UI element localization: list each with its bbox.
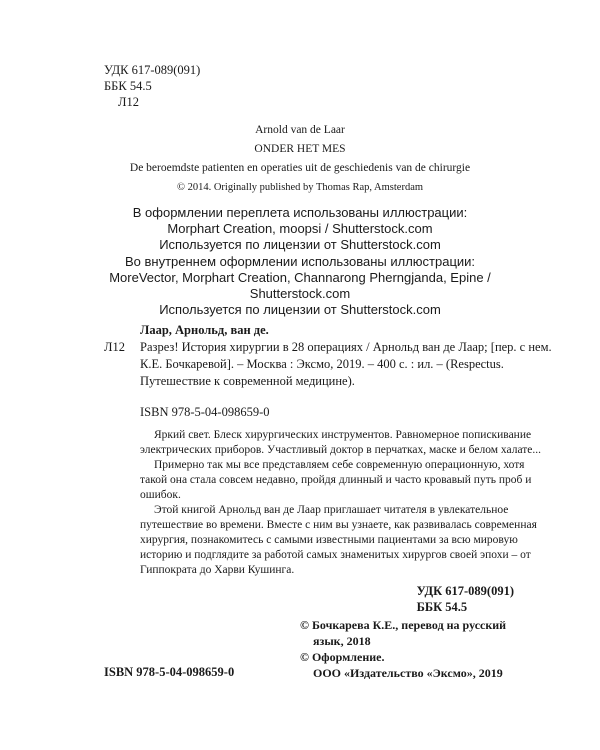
original-edition-block (0, 122, 600, 198)
annotation-paragraph-3: Этой книгой Арнольд ван де Лаар приглашает читателя в увлекательное путешествие во времени. Вместе с ним вы узнаете, как развивалась современная хирургия, познакомитесь с самыми известными пациентами за всю мировую историю и подглядите за работой самых знаменитых хирургов своей эпохи – от Гиппократа до Харви Кушинга. (140, 504, 537, 576)
bbk-code: ББК 54.5 (104, 79, 152, 93)
bib-description: Разрез! История хирургии в 28 операциях / Арнольд ван де Лаар; [пер. с нем. К.Е. Бочкаревой]. – Москва : Эксмо, 2019. – 400 с. : ил. – (Respectus. Путешествие к современной медицине). (140, 340, 552, 388)
copyright-block (300, 617, 506, 681)
udk-code: УДК 617-089(091) (104, 63, 201, 77)
author-mark: Л12 (118, 95, 139, 109)
copyright-line-1: © Бочкарева К.Е., перевод на русский (300, 618, 507, 632)
cover-credit-line-3: Используется по лицензии от Shutterstock.com (159, 237, 441, 252)
bib-code: Л12 (104, 340, 125, 354)
inner-illustration-credits (0, 254, 600, 318)
annotation (140, 428, 550, 578)
inner-credit-line-4: Используется по лицензии от Shutterstock.com (159, 302, 441, 317)
bbk-code-bottom: ББК 54.5 (416, 600, 468, 614)
original-subtitle: De beroemdste patienten en operaties uit de geschiedenis van de chirurgie (129, 162, 471, 174)
classification-block-top (104, 62, 200, 110)
inner-credit-line-1: Во внутреннем оформлении использованы иллюстрации: (124, 254, 476, 269)
annotation-paragraph-1: Яркий свет. Блеск хирургических инструментов. Равномерное попискивание электрических приборов. Участливый доктор в перчатках, маске и белом халате... (140, 429, 542, 456)
original-title: ONDER HET MES (254, 143, 346, 155)
copyright-line-3: © Оформление. (300, 650, 385, 664)
udk-code-bottom: УДК 617-089(091) (416, 584, 514, 598)
cover-credit-line-1: В оформлении переплета использованы иллюстрации: (132, 205, 468, 220)
annotation-paragraph-2: Примерно так мы все представляем себе современную операционную, хотя такой она стала совсем недавно, пройдя длинный и часто кровавый путь проб и ошибок. (140, 459, 532, 501)
copyright-line-2: язык, 2018 (313, 634, 371, 648)
inner-credit-line-2: MoreVector, Morphart Creation, Channarong Pherngjanda, Epine / (109, 270, 491, 285)
copyright-line-4: ООО «Издательство «Эксмо», 2019 (313, 666, 503, 680)
inner-credit-line-3: Shutterstock.com (249, 286, 351, 301)
bib-author: Лаар, Арнольд, ван де. (140, 323, 269, 337)
isbn-bottom: ISBN 978-5-04-098659-0 (104, 665, 235, 679)
isbn-middle: ISBN 978-5-04-098659-0 (140, 405, 270, 419)
bibliographic-record (104, 322, 554, 390)
original-author: Arnold van de Laar (255, 124, 345, 136)
cover-illustration-credits (0, 205, 600, 253)
cover-credit-line-2: Morphart Creation, moopsi / Shutterstock.com (167, 221, 433, 236)
classification-block-bottom (417, 583, 514, 615)
original-copyright: © 2014. Originally published by Thomas Rap, Amsterdam (176, 182, 424, 193)
